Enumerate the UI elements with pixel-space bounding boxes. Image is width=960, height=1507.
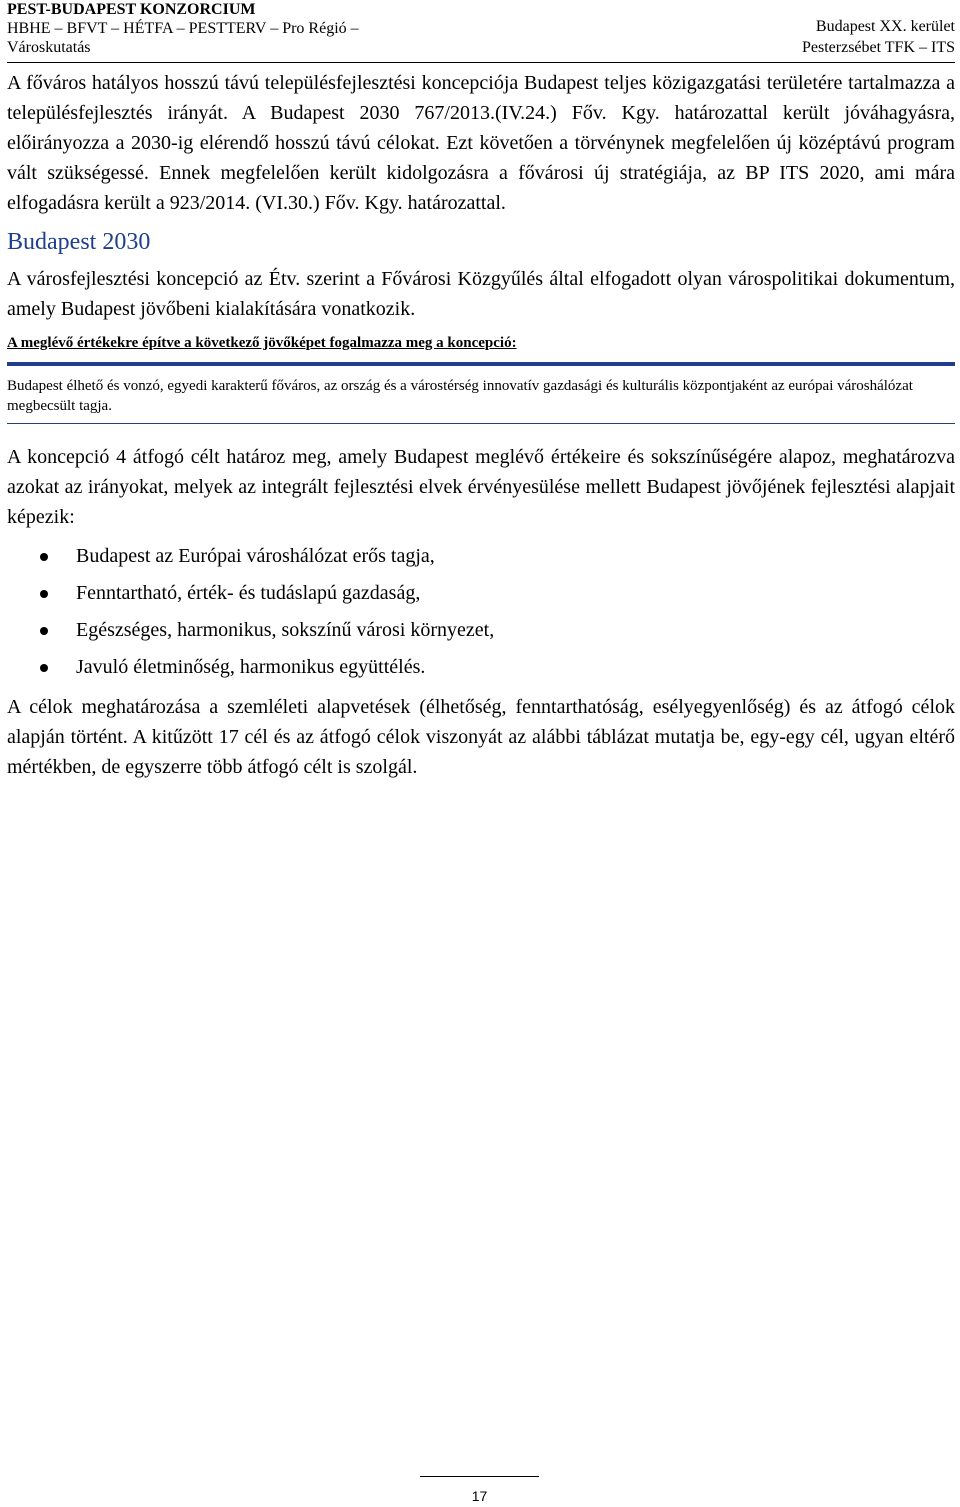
bullet-icon [40, 590, 48, 598]
consortium-members-cont: Városkutatás [7, 39, 91, 56]
page-content [7, 68, 955, 782]
goal-text: Egészséges, harmonikus, sokszínű városi környezet, [76, 619, 495, 641]
bullet-icon [40, 627, 48, 635]
list-item [7, 544, 955, 569]
consortium-name: PEST-BUDAPEST KONZORCIUM [7, 1, 256, 18]
page-header [7, 0, 955, 63]
vision-intro: A meglévő értékekre építve a következő jövőképet fogalmazza meg a koncepció: [7, 335, 517, 351]
goals-list [7, 544, 955, 680]
goal-text: Javuló életminőség, harmonikus együttélés. [76, 656, 426, 678]
list-item [7, 655, 955, 680]
bullet-icon [40, 553, 48, 561]
goals-paragraph: A koncepció 4 átfogó célt határoz meg, amely Budapest meglévő értékeire és sokszínűségére alapoz, meghatározva azokat az irányokat, melyek az integrált fejlesztési elvek érvényesülése mellett Budapest jövőjének fejlesztési alapjait képezik: [7, 446, 955, 528]
goal-text: Fenntartható, érték- és tudáslapú gazdaság, [76, 582, 421, 604]
vision-statement: Budapest élhető és vonzó, egyedi karakterű főváros, az ország és a várostérség innovatív gazdasági és kulturális központjaként az európai városhálózat megbecsült tagja. [7, 378, 913, 414]
vision-bottom-rule [7, 423, 955, 424]
page-number: 17 [471, 1488, 488, 1504]
bullet-icon [40, 664, 48, 672]
goal-text: Budapest az Európai városhálózat erős tagja, [76, 545, 435, 567]
header-left [7, 0, 359, 57]
list-item [7, 618, 955, 643]
district-name: Budapest XX. kerület [815, 18, 955, 35]
intro-paragraph: A főváros hatályos hosszú távú településfejlesztési koncepciója Budapest teljes közigazgatási területére tartalmazza a településfejlesztés irányát. A Budapest 2030 767/2013.(IV.24.) Főv. Kgy. határozattal került jóváhagyásra, előirányozza a 2030-ig elérendő hosszú távú célokat. Ezt követően a törvénynek megfelelően új középtávú program vált szükségessé. Ennek megfelelően került kidolgozásra a fővárosi új stratégiája, az BP ITS 2020, ami mára elfogadásra került a 923/2014. (VI.30.) Főv. Kgy. határozattal. [7, 72, 955, 214]
consortium-members: HBHE – BFVT – HÉTFA – PESTTERV – Pro Régió – [7, 20, 359, 37]
closing-paragraph: A célok meghatározása a szemléleti alapvetések (élhetőség, fenntarthatóság, esélyegyenlőség) és az átfogó célok alapján történt. A kitűzött 17 cél és az átfogó célok viszonyát az alábbi táblázat mutatja be, egy-egy cél, ugyan eltérő mértékben, de egyszerre több átfogó célt is szolgál. [7, 696, 955, 778]
document-name: Pesterzsébet TFK – ITS [801, 39, 955, 56]
list-item [7, 581, 955, 606]
vision-top-rule [7, 362, 955, 366]
concept-paragraph: A városfejlesztési koncepció az Étv. szerint a Fővárosi Közgyűlés által elfogadott olyan várospolitikai dokumentum, amely Budapest jövőbeni kialakítására vonatkozik. [7, 268, 955, 320]
section-title: Budapest 2030 [7, 229, 151, 255]
footer-rule [420, 1476, 539, 1477]
header-right [802, 16, 955, 57]
